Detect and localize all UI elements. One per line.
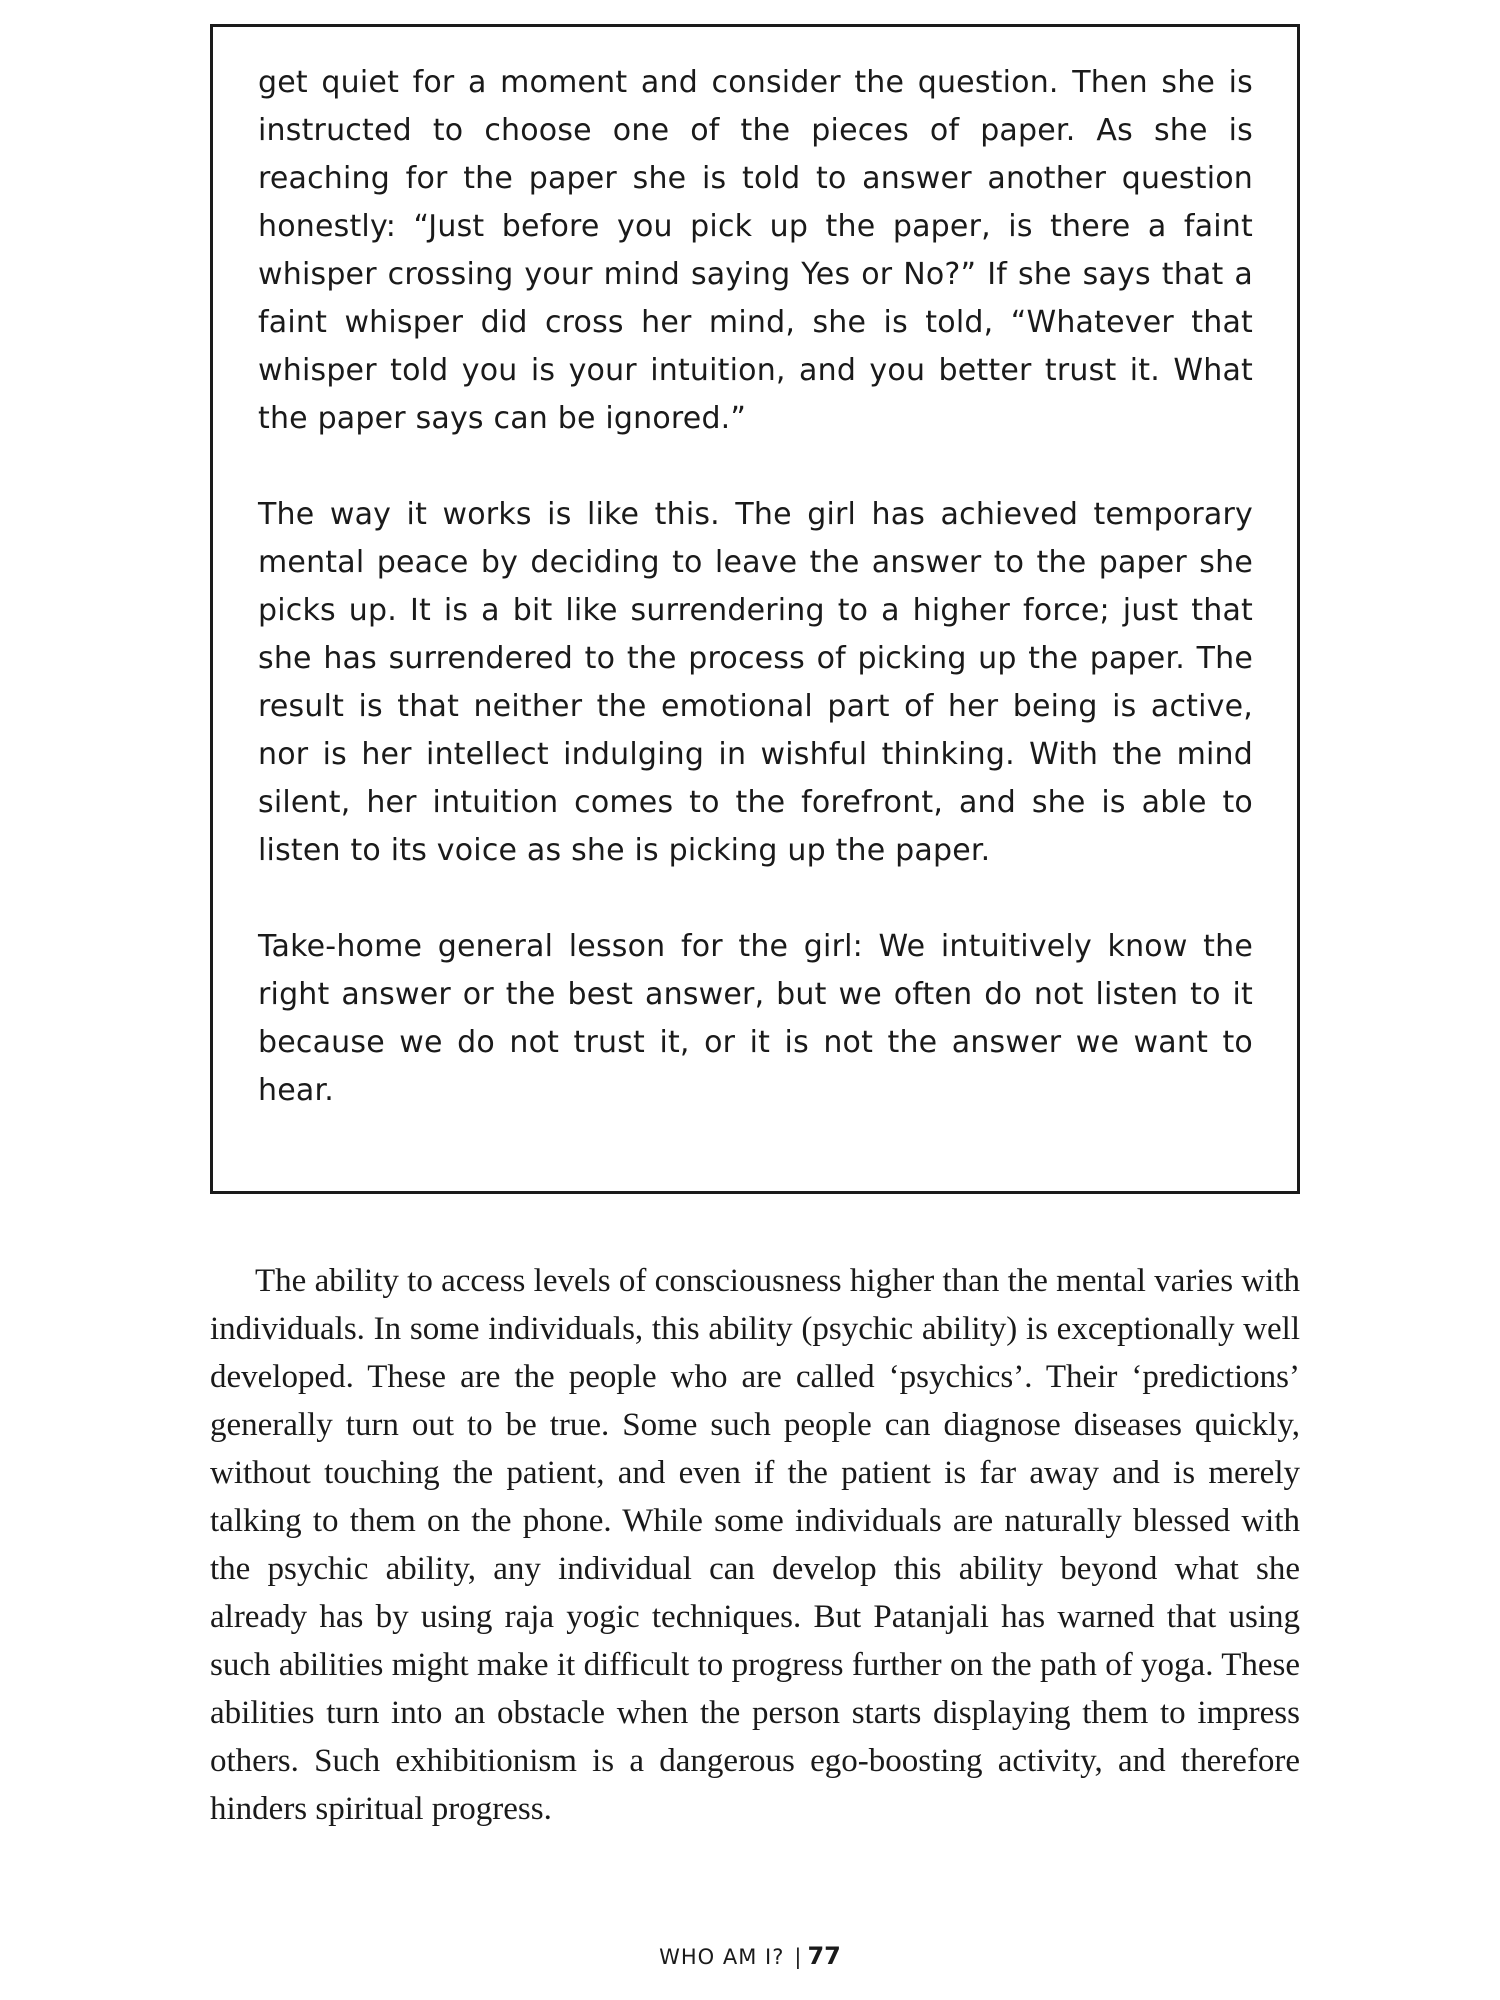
page-number: 77: [807, 1942, 841, 1970]
box-paragraph-2: The way it works is like this. The girl has achieved temporary mental peace by deciding to leave the answer to the paper she picks up. It is a bit like surrendering to a higher force; just that she has surrendered to the process of picking up the paper. The result is that neither the emotional part of her being is active, nor is her intellect indulging in wishful thinking. With the mind silent, her intuition comes to the forefront, and she is able to listen to its voice as she is picking up the paper.: [258, 497, 1253, 868]
body-paragraph: The ability to access levels of consciousness higher than the mental varies with individuals. In some individuals, this ability (psychic ability) is exceptionally well developed. These are the people who are called ‘psychics’. Their ‘predictions’ generally turn out to be true. Some such people can diagnose diseases quickly, without touching the patient, and even if the patient is far away and is merely talking to them on the phone. While some individuals are naturally blessed with the psychic ability, any individual can develop this ability beyond what she already has by using raja yogic techniques. But Patanjali has warned that using such abilities might make it difficult to progress further on the path of yoga. These abilities turn into an obstacle when the person starts displaying them to impress others. Such exhibitionism is a dangerous ego-boosting activity, and therefore hinders spiritual progress.: [210, 1263, 1300, 1827]
footer-separator: |: [794, 1945, 802, 1969]
box-paragraph-1: get quiet for a moment and consider the question. Then she is instructed to choose one of the pieces of paper. As she is reaching for the paper she is told to answer another question honestly: “Just before you pick up the paper, is there a faint whisper crossing your mind saying Yes or No?” If she says that a faint whisper did cross her mind, she is told, “Whatever that whisper told you is your intuition, and you better trust it. What the paper says can be ignored.”: [258, 65, 1253, 436]
page-footer: [0, 1942, 1500, 1970]
main-body-text: [210, 1257, 1300, 1833]
boxed-example: [210, 24, 1300, 1194]
running-head: WHO AM I?: [659, 1945, 785, 1969]
box-paragraph-3: Take-home general lesson for the girl: We intuitively know the right answer or the best answer, but we often do not listen to it because we do not trust it, or it is not the answer we want to hear.: [258, 929, 1253, 1108]
